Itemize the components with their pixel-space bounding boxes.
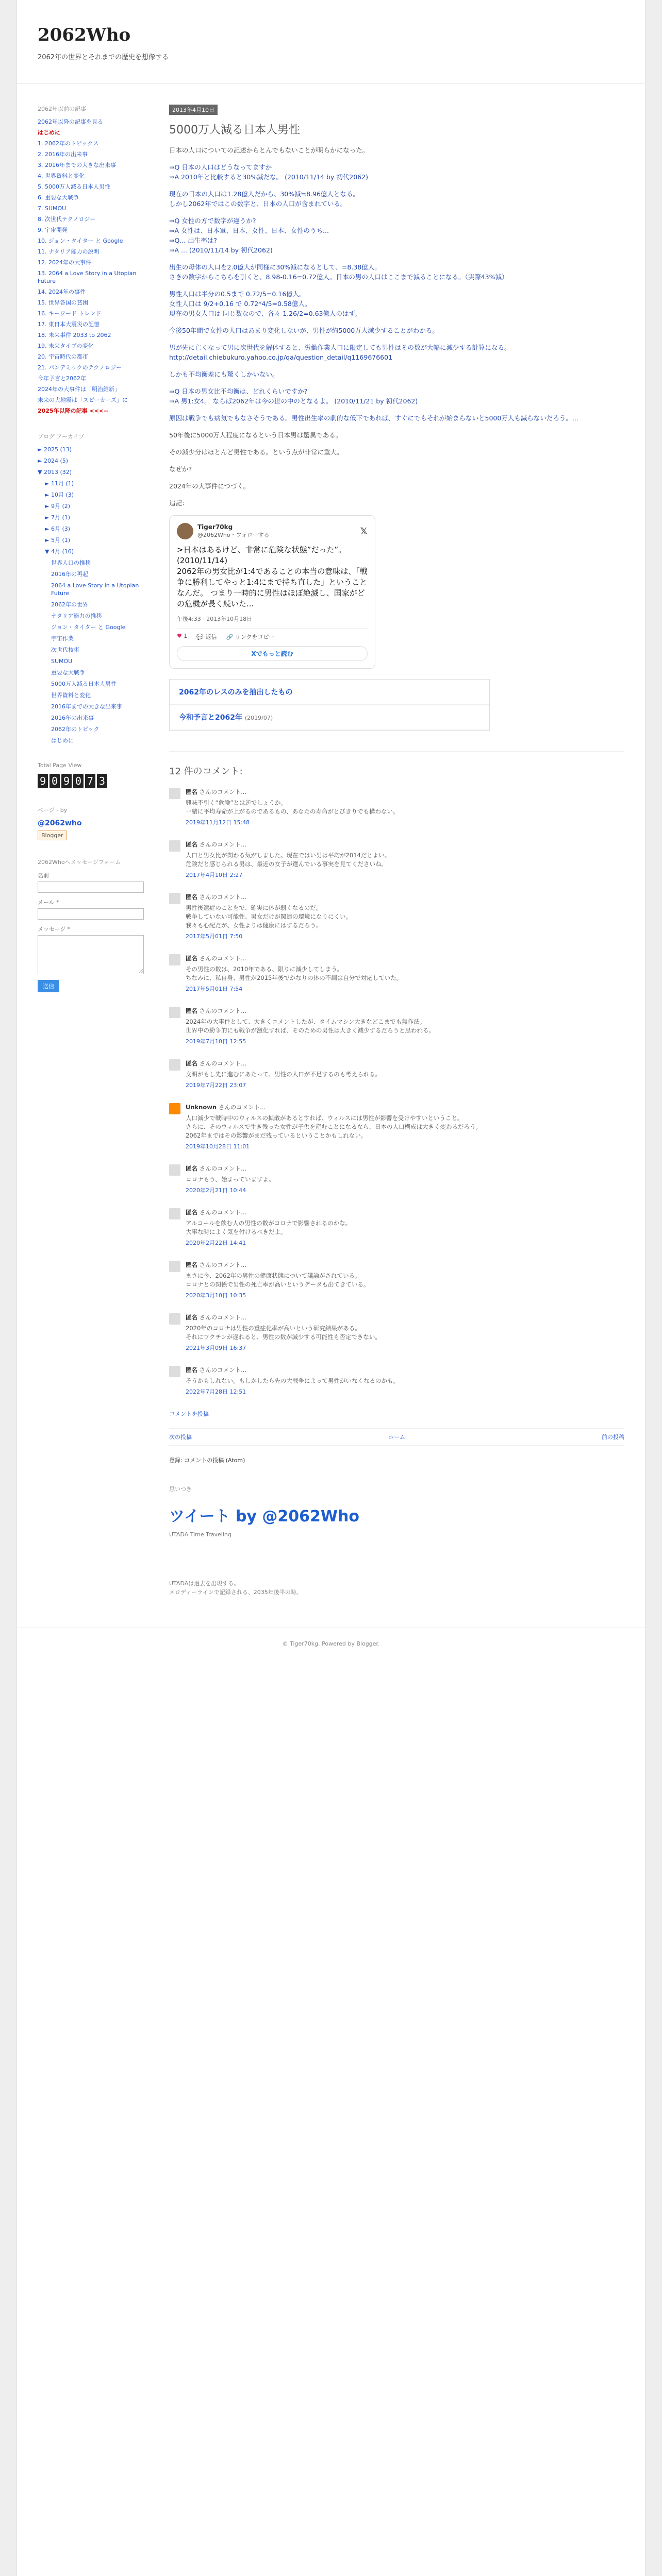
popular-item	[38, 215, 154, 223]
post-paragraph: 今後50年間で女性の人口はあまり変化しないが、男性が約5000万人減少することがわかる。	[169, 327, 439, 334]
popular-heading: 2062年以前の記事	[38, 106, 86, 112]
popular-item-link[interactable]: 4. 世界資料と変化	[38, 173, 85, 179]
popular-item	[38, 396, 154, 404]
comment-date-link[interactable]: 2020年2月21日 10:44	[186, 1187, 246, 1194]
post-title[interactable]: 5000万人減る日本人男性	[169, 124, 300, 137]
pageview-counter	[38, 774, 154, 788]
twitter-section-heading: 思いつき	[169, 1486, 192, 1493]
comment-header	[186, 1007, 624, 1015]
comment-author: 匿名	[186, 955, 197, 962]
comment-header	[186, 954, 624, 963]
comment-header	[186, 893, 624, 902]
archive-item-link[interactable]: 次世代技術	[51, 647, 79, 653]
popular-item-link[interactable]: 18. 未来事件 2033 to 2062	[38, 332, 111, 338]
comment-date-link[interactable]: 2017年5月01日 7:54	[186, 986, 243, 992]
comment-author: 匿名	[186, 1366, 197, 1374]
archive-item	[38, 502, 154, 510]
archive-item	[38, 559, 154, 567]
add-comment-link[interactable]: コメントを投稿	[169, 1411, 209, 1417]
comment-header	[186, 1313, 624, 1322]
comment-avatar-icon	[169, 893, 180, 904]
pageview-heading: Total Page View	[38, 762, 82, 769]
archive-item-link[interactable]: 2016年の出来事	[51, 715, 94, 721]
popular-item-link[interactable]: 未来の大地震は「スピーカーズ」に	[38, 397, 128, 403]
comment	[169, 893, 624, 941]
comment-date-link[interactable]: 2019年7月22日 23:07	[186, 1082, 246, 1089]
comment-author: 匿名	[186, 1314, 197, 1321]
x-logo-icon[interactable]: 𝕏	[360, 526, 368, 537]
post-body	[169, 145, 624, 508]
comment-avatar-icon	[169, 1164, 180, 1176]
comment-author: 匿名	[186, 1209, 197, 1216]
popular-item	[38, 269, 154, 285]
comment-author-suffix: さんのコメント...	[199, 1314, 247, 1321]
archive-item	[38, 725, 154, 733]
popular-item-link[interactable]: 3. 2016年までの大きな出来事	[38, 162, 116, 168]
contact-form	[38, 858, 154, 992]
popular-item-link[interactable]: 1. 2062年のトピックス	[38, 140, 99, 147]
popular-item-link[interactable]: 17. 東日本大震災の記憶	[38, 321, 100, 328]
comment-header	[186, 840, 624, 849]
popular-item-link[interactable]: 10. ジョン・タイター と Google	[38, 238, 123, 244]
popular-item-link[interactable]: 5. 5000万人減る日本人男性	[38, 183, 110, 190]
comment-avatar-icon	[169, 1059, 180, 1071]
comment-author: 匿名	[186, 1261, 197, 1268]
archive-item	[38, 703, 154, 710]
tweet-author-handle[interactable]: @2062Who・フォローする	[197, 532, 270, 538]
comment-author-suffix: さんのコメント...	[199, 955, 247, 962]
reply-icon: 💬	[196, 634, 204, 640]
archive-item	[38, 536, 154, 544]
pageview-digit: 0	[49, 774, 60, 788]
comment-author-suffix: さんのコメント...	[199, 1007, 247, 1014]
post-paragraph: ⇒Q 日本の人口はどうなってますか ⇒A 2010年と比較すると30%減だな。 (2010/11/14 by 初代2062)	[169, 163, 368, 181]
post-date: 2013年4月10日	[169, 105, 218, 115]
post-paragraph: なぜか?	[169, 465, 192, 473]
send-button[interactable]: 送信	[38, 980, 59, 992]
comment-date-link[interactable]: 2017年4月10日 2:27	[186, 872, 243, 878]
related-post-link[interactable]: 2062年のレスのみを抽出したもの	[179, 688, 293, 697]
popular-item-link[interactable]: 今年予言と2062年	[38, 375, 86, 382]
blog-header	[17, 0, 645, 84]
popular-item-link[interactable]: 19. 未来タイプの変化	[38, 343, 94, 349]
archive-item-link[interactable]: ジョン・タイター と Google	[51, 624, 126, 631]
newer-post-link[interactable]: 次の投稿	[169, 1434, 192, 1440]
email-label: メール *	[38, 899, 59, 906]
pageview-digit: 9	[61, 774, 72, 788]
comment-author-suffix: さんのコメント...	[199, 1165, 247, 1172]
post-navigation	[169, 1428, 624, 1446]
comment-text: コロナもう、始まっていますよ。	[186, 1176, 275, 1183]
archive-item-link[interactable]: 2062年のトピック	[51, 726, 100, 733]
bottom-note: UTADAは過去を出現する。 メロディーラインで記録される、2035年後半の時。	[169, 1580, 302, 1596]
comment	[169, 1313, 624, 1352]
popular-item-link[interactable]: 20. 宇宙時代の都市	[38, 353, 88, 360]
like-button[interactable]	[177, 633, 187, 641]
popular-item-link[interactable]: 6. 重要な大戦争	[38, 194, 79, 201]
popular-item	[38, 129, 154, 137]
archive-item	[38, 680, 154, 688]
comment-author-suffix: さんのコメント...	[199, 788, 247, 795]
archive-item-link[interactable]: ▼ 4月 (16)	[45, 548, 74, 555]
comment-author-suffix: さんのコメント...	[218, 1104, 266, 1111]
comment-author-suffix: さんのコメント...	[199, 1261, 247, 1268]
comment	[169, 1366, 624, 1396]
archive-item	[38, 548, 154, 555]
comment-date-link[interactable]: 2021年3月09日 16:37	[186, 1345, 246, 1351]
popular-item-link[interactable]: 7. SUMOU	[38, 205, 67, 212]
popular-item-link[interactable]: 9. 宇宙開発	[38, 227, 68, 233]
older-post-link[interactable]: 前の投稿	[602, 1434, 624, 1440]
comment-text: 文明がもし先に進むにあたって、男性の人口が不足するのも考えられる。	[186, 1071, 382, 1078]
comment-avatar-icon	[169, 1261, 180, 1272]
sidebar	[38, 84, 154, 1597]
comment-avatar-icon	[169, 1366, 180, 1377]
label-text: UTADA Time Traveling	[169, 1531, 231, 1538]
comment-author: 匿名	[186, 1165, 197, 1172]
comment-text: 人口減少で戦時中のウィルスの拡散があるとすれば、ウィルスには男性が影響を受けやすいということ。 さらに、そのウィルスで生き残った女性が子供を産むことになるなら、日本の人口構成は大きく変わるだろう。 2062年まではその影響がまだ残っているということかもしれない。	[186, 1114, 482, 1139]
copy-link-button[interactable]	[226, 633, 275, 641]
related-post-link[interactable]: 今和予言と2062年	[179, 714, 242, 722]
popular-item-link[interactable]: 21. パンデミックのテクノロジー	[38, 364, 122, 371]
comment-header	[186, 1208, 624, 1217]
archive-item-link[interactable]: ► 9月 (2)	[45, 503, 71, 510]
comment-header	[186, 1103, 624, 1112]
popular-item	[38, 310, 154, 317]
comment-date-link[interactable]: 2020年2月22日 14:41	[186, 1240, 246, 1246]
archive-item-link[interactable]: 世界資料と変化	[51, 692, 91, 699]
pageview-digit: 9	[38, 774, 48, 788]
archive-item-link[interactable]: 2016年の再起	[51, 571, 88, 578]
follow-widget	[38, 806, 154, 840]
related-post-row[interactable]	[170, 680, 489, 705]
pageview-widget	[38, 762, 154, 788]
popular-item	[38, 364, 154, 371]
page-container	[16, 0, 646, 2576]
popular-list	[38, 118, 154, 415]
comment-author-suffix: さんのコメント...	[199, 1060, 247, 1067]
archive-item-link[interactable]: 5000万人減る日本人男性	[51, 681, 117, 687]
archive-item-link[interactable]: ► 2024 (5)	[38, 457, 69, 464]
comment-avatar-icon	[169, 788, 180, 799]
tweet-actions	[177, 628, 368, 641]
comment-text: アルコールを飲む人の男性の数がコロナで影響されるのかな。 大事な時によく気を付けるべきだよ。	[186, 1219, 352, 1235]
comment-date-link[interactable]: 2017年5月01日 7:50	[186, 933, 243, 940]
like-count: 1	[184, 633, 188, 639]
read-more-on-x-button[interactable]: Xでもっと読む	[177, 646, 368, 661]
comment-date-link[interactable]: 2019年10月28日 11:01	[186, 1143, 250, 1150]
popular-item-link[interactable]: 12. 2024年の大事件	[38, 259, 91, 266]
popular-item-link[interactable]: はじめに	[38, 129, 60, 136]
archive-item-link[interactable]: 2064 a Love Story in a Utopian Future	[51, 582, 139, 597]
link-icon: 🔗	[226, 634, 234, 640]
archive-item-link[interactable]: ► 5月 (1)	[45, 537, 71, 544]
comment	[169, 1164, 624, 1195]
twitter-timeline-link[interactable]: ツイート by @2062Who	[169, 1507, 359, 1526]
main-content	[154, 84, 624, 1597]
archive-heading: ブログ アーカイブ	[38, 433, 85, 440]
popular-item-link[interactable]: 15. 世界各国の貧困	[38, 299, 88, 306]
popular-item	[38, 205, 154, 212]
archive-item-link[interactable]: ► 7月 (1)	[45, 514, 71, 521]
comment-author-suffix: さんのコメント...	[199, 893, 247, 901]
copy-link-label: リンクをコピー	[235, 634, 275, 640]
post-paragraph: 男が先に亡くなって男に次世代を解体すると、労働作業人口に限定しても男性はその数が大幅に減少する計算になる。 http://detail.chiebukuro.yahoo.co.jp/qa/question_detail/q1169676601	[169, 344, 511, 361]
archive-item-link[interactable]: SUMOU	[51, 658, 73, 665]
archive-item-link[interactable]: ▼ 2013 (32)	[38, 469, 72, 476]
comment-author: 匿名	[186, 788, 197, 795]
popular-item	[38, 183, 154, 191]
comment	[169, 1261, 624, 1300]
reply-label: 返信	[205, 634, 217, 640]
popular-item	[38, 299, 154, 307]
post-paragraph: 50年後に5000万人程度になるという日本男は驚異である。	[169, 431, 342, 439]
comment-author-suffix: さんのコメント...	[199, 841, 247, 848]
post-paragraph: しかも不均衡差にも驚くしかいない。	[169, 370, 279, 378]
archive-item	[38, 635, 154, 642]
archive-item-link[interactable]: 宇宙作業	[51, 635, 74, 642]
popular-item	[38, 342, 154, 350]
comment	[169, 954, 624, 993]
message-textarea[interactable]	[38, 935, 144, 974]
post-paragraph: 追記：	[169, 499, 189, 507]
tweet-timestamp[interactable]: 午後4:33 · 2013年10月18日	[177, 616, 253, 622]
comment-author: 匿名	[186, 1060, 197, 1067]
blogger-badge[interactable]: Blogger	[38, 831, 67, 840]
tweet-header	[177, 523, 368, 539]
popular-item	[38, 320, 154, 328]
archive-item-link[interactable]: ► 2025 (13)	[38, 446, 72, 453]
home-link[interactable]: ホーム	[388, 1434, 405, 1440]
comment-text: 人口と男女比が関わる気がしました。現在ではい男は平均が2014だとよい。 危険だと感じられる男は、最近の女子が選んでいる事実を見てくださいね。	[186, 852, 391, 868]
comment-date-link[interactable]: 2019年7月10日 12:55	[186, 1038, 246, 1045]
comment-avatar-icon	[169, 1313, 180, 1325]
popular-item	[38, 140, 154, 147]
post-paragraph: 原因は戦争でも病気でもなさそうである。男性出生率の劇的な低下であれば、すぐにでもそれが始まらないと5000万人も減らないだろう。...	[169, 414, 578, 422]
tweet-avatar[interactable]	[177, 523, 193, 539]
popular-item	[38, 385, 154, 393]
subscribe-line[interactable]: 登録: コメントの投稿 (Atom)	[169, 1457, 245, 1464]
archive-item-link[interactable]: ► 6月 (3)	[45, 526, 71, 532]
archive-item	[38, 612, 154, 620]
comment-author-suffix: さんのコメント...	[199, 1366, 247, 1374]
comment-header	[186, 1059, 624, 1068]
archive-item-link[interactable]: ► 10月 (3)	[45, 492, 74, 498]
comment	[169, 1059, 624, 1090]
popular-item-link[interactable]: 8. 次世代テクノロジー	[38, 216, 96, 223]
comment-author: 匿名	[186, 893, 197, 901]
popular-item	[38, 150, 154, 158]
comment-avatar-icon	[169, 1208, 180, 1219]
archive-item	[38, 570, 154, 578]
comment-date-link[interactable]: 2019年11月12日 15:48	[186, 819, 250, 826]
archive-widget	[38, 432, 154, 744]
popular-item-link[interactable]: 2024年の大事件は「明治維新」	[38, 386, 120, 393]
comment-header	[186, 1261, 624, 1269]
related-posts	[169, 679, 490, 731]
comment-header	[186, 788, 624, 796]
archive-item	[38, 480, 154, 487]
post-paragraph: 出生の母体の人口を2.0億人が同様に30%減になるとして、=8.38億人。 さきの数字からこちらを引くと、8.98-0.16=0.72億人。日本の男の人口はここまで減ることになる。（実際43%減）	[169, 263, 508, 281]
follow-heading: ページ - by	[38, 807, 68, 814]
comment	[169, 1103, 624, 1151]
reply-button[interactable]	[196, 633, 217, 641]
message-label: メッセージ *	[38, 926, 71, 933]
comment-date-link[interactable]: 2020年3月10日 10:35	[186, 1292, 246, 1299]
twitter-handle-link[interactable]: @2062who	[38, 819, 82, 827]
archive-item-link[interactable]: ► 11月 (1)	[45, 480, 74, 487]
comment-header	[186, 1366, 624, 1375]
heart-icon: ♥	[177, 633, 182, 639]
comment-text: 男性後遺症のことをで、確実に体が弱くなるのだ。 戦争していない可能性、男女だけが関連の環境になりにくい。 我々も心配だが、女性よりは健康にはするだろう。	[186, 904, 352, 929]
comment-author-suffix: さんのコメント...	[199, 1209, 247, 1216]
archive-item-link[interactable]: 2062年の世界	[51, 601, 88, 608]
archive-list	[38, 446, 154, 744]
comment-author[interactable]: Unknown	[186, 1104, 217, 1111]
post-paragraph: その減少分はほとんど男性である。という点が非常に重大。	[169, 448, 343, 456]
name-input[interactable]	[38, 882, 144, 893]
popular-item-link[interactable]: 2062年以降の記事を見る	[38, 118, 103, 125]
archive-item	[38, 446, 154, 453]
popular-item	[38, 259, 154, 266]
archive-item	[38, 491, 154, 499]
popular-item-link[interactable]: 14. 2024年の事件	[38, 289, 86, 295]
archive-item	[38, 646, 154, 654]
archive-item	[38, 601, 154, 608]
tweet-text: >日本はあるけど、非常に危険な状態”だった”。(2010/11/14) 2062年の男女比が1:4であることの本当の意味は、「戦争に勝利してやっと1:4にまで持ち直した」ということなんだ。 つまり一時的に男性はほぼ絶滅し、国家がどの危機が長く続いた...	[177, 545, 368, 608]
comment-text: 2024年の大事件として、大きくコメントしたが、タイムマシン大きなどこまでも無作法。 世界中の紛争的にも戦争が激化すれば、そのための男性は大きく減少するだろうと思われる。	[186, 1018, 435, 1034]
archive-item	[38, 468, 154, 476]
email-input[interactable]	[38, 908, 144, 920]
archive-item	[38, 737, 154, 744]
popular-item	[38, 407, 154, 415]
comment-text: その男性の数は、2010年である、限りに減少してしまう。 ちなみに、私自身、男性が2015年後でかなりの体の不調は自分で対応していた。	[186, 965, 403, 981]
comment-avatar-icon	[169, 954, 180, 965]
post-paragraph: ⇒Q 日本の男女比不均衡は、どれくらいですか? ⇒A 男1:女4。 ならば2062年は今の世の中のとなるよ。 (2010/11/21 by 初代2062)	[169, 387, 418, 405]
footer: © Tiger70kg. Powered by Blogger.	[17, 1628, 645, 1659]
comment-text: 2020年のコロナは男性の重症化率が高いという研究結果がある。 それにワクチンが遅れると、男性の数が減少する可能性も否定できない。	[186, 1325, 381, 1341]
popular-item	[38, 172, 154, 180]
comment-avatar-icon	[169, 1103, 180, 1114]
archive-item	[38, 514, 154, 521]
pageview-digit: 3	[97, 774, 107, 788]
comment-avatar-icon	[169, 840, 180, 852]
post-paragraph: 現在の日本の人口は1.28億人だから、30%減≒8.96億人となる。 しかし2062年ではこの数字と、日本の人口が含まれている。	[169, 190, 359, 208]
post-paragraph: 日本の人口についての記述からとんでもないことが明らかになった。	[169, 146, 369, 154]
popular-item-link[interactable]: 13. 2064 a Love Story in a Utopian Future	[38, 270, 137, 284]
comment-date-link[interactable]: 2022年7月28日 12:51	[186, 1388, 246, 1395]
comment	[169, 788, 624, 827]
post-paragraph: 2024年の大事件につづく。	[169, 482, 250, 490]
archive-item-link[interactable]: はじめに	[51, 737, 74, 744]
popular-item	[38, 248, 154, 256]
archive-item-link[interactable]: 重要な大戦争	[51, 669, 85, 676]
popular-item-link[interactable]: 2025年以降の記事 <<<--	[38, 408, 109, 414]
popular-posts-widget	[38, 105, 154, 415]
comment-text: そうかもしれない。もしかしたら先の大戦争によって男性がいなくなるのかも。	[186, 1377, 399, 1384]
comment	[169, 1208, 624, 1247]
comment-avatar-icon	[169, 1007, 180, 1018]
popular-item	[38, 288, 154, 296]
archive-item	[38, 525, 154, 533]
popular-item-link[interactable]: 11. ナタリア能力の説明	[38, 248, 100, 255]
form-heading: 2062Whoへメッセージフォーム	[38, 859, 121, 866]
embedded-tweet[interactable]	[169, 515, 375, 669]
comment-text: 興味不引く“危険”とは逆でしょうか。 一緒に平均寿命が上がるのであるもの、あなたの寿命がとびきりでも構わない。	[186, 799, 399, 815]
popular-item	[38, 161, 154, 169]
comments-list	[169, 788, 624, 1396]
archive-item	[38, 669, 154, 676]
related-post-row[interactable]	[170, 705, 489, 730]
related-post-date: (2019/07)	[244, 715, 273, 721]
content-wrap	[17, 84, 645, 1597]
archive-item	[38, 582, 154, 597]
popular-item	[38, 331, 154, 339]
popular-item-link[interactable]: 2. 2016年の出来事	[38, 151, 88, 158]
comment	[169, 840, 624, 879]
tweet-author-name[interactable]: Tiger70kg	[197, 523, 233, 531]
blog-title[interactable]: 2062Who	[38, 25, 131, 45]
archive-item	[38, 457, 154, 465]
popular-item	[38, 237, 154, 245]
comments-heading: 12 件のコメント:	[169, 751, 624, 777]
popular-item	[38, 194, 154, 201]
archive-item	[38, 657, 154, 665]
archive-item	[38, 691, 154, 699]
popular-item-link[interactable]: 16. キーワード トレンド	[38, 310, 102, 317]
post-paragraph: 男性人口は半分の0.5まで 0.72/5=0.16億人。 女性人口は 9/2+0.16 で 0.72*4/5=0.58億人。 現在の男女人口は 同じ数なので、各々 1.26/2=0.63億人のはず。	[169, 290, 361, 317]
popular-item	[38, 118, 154, 126]
name-label: 名前	[38, 872, 49, 879]
popular-item	[38, 226, 154, 234]
comment-author: 匿名	[186, 1007, 197, 1014]
comment	[169, 1007, 624, 1046]
comment-header	[186, 1164, 624, 1173]
blog-description: 2062年の世界とそれまでの歴史を想像する	[38, 54, 169, 61]
archive-item-link[interactable]: ナタリア能力の推移	[51, 613, 102, 619]
archive-item-link[interactable]: 2016年までの大きな出来事	[51, 703, 122, 710]
popular-item	[38, 375, 154, 382]
comment-author: 匿名	[186, 841, 197, 848]
comment-text: まさに今、2062年の男性の健康状態について議論がされている。 コロナとの関係で男性の死亡率が高いというデータも出てきている。	[186, 1272, 370, 1288]
pageview-digit: 0	[73, 774, 84, 788]
post-paragraph: ⇒Q 女性の方で数字が違うか? ⇒A 女性は、日本軍、日本、女性、日本、女性のうち... ⇒Q... 出生率は? ⇒A ... (2010/11/14 by 初代2062)	[169, 217, 329, 254]
popular-item	[38, 353, 154, 361]
archive-item-link[interactable]: 世界人口の推移	[51, 560, 91, 566]
archive-item	[38, 714, 154, 722]
archive-item	[38, 623, 154, 631]
pageview-digit: 7	[85, 774, 95, 788]
